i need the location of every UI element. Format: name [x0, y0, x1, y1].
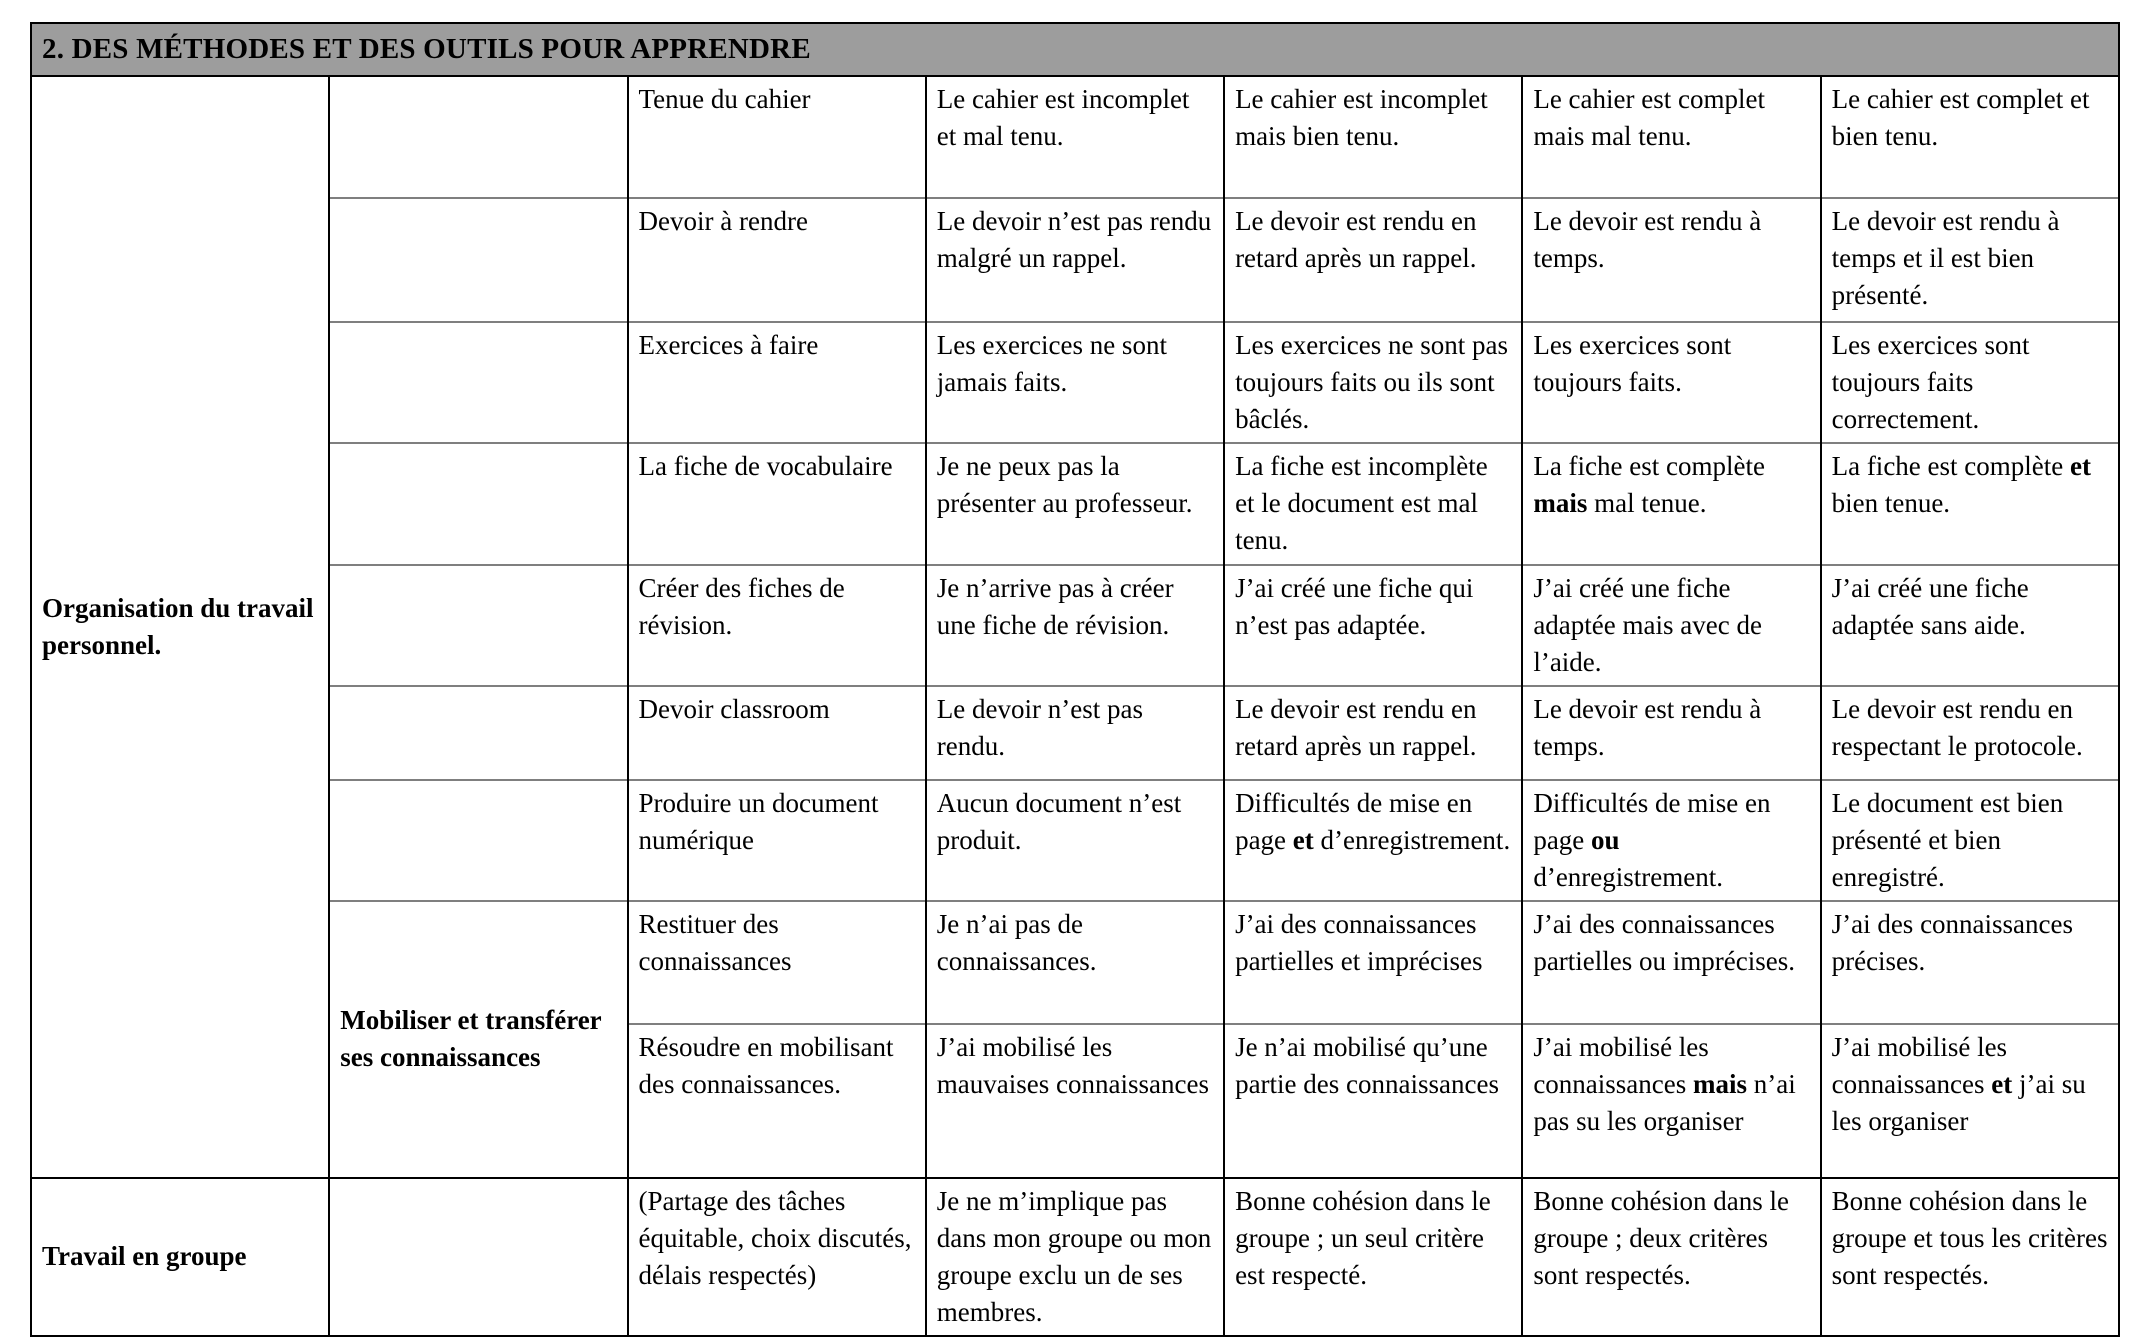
table-header-row	[31, 23, 2119, 76]
table-row	[31, 565, 2119, 686]
task-cell: Tenue du cahier	[628, 76, 926, 198]
bold-keyword: et	[1292, 824, 1314, 855]
table-row	[31, 443, 2119, 565]
task-cell: Restituer des connaissances	[628, 901, 926, 1024]
level-3-cell: J’ai des connaissances partielles ou imprécises.	[1522, 901, 1820, 1024]
subcategory-empty-cell	[329, 198, 627, 322]
level-4-cell: Le document est bien présenté et bien enregistré.	[1821, 780, 2119, 901]
rubric-table	[30, 22, 2120, 1337]
category-cell: Organisation du travail personnel.	[31, 76, 329, 1178]
level-3-cell: Le devoir est rendu à temps.	[1522, 198, 1820, 322]
subcategory-empty-cell	[329, 322, 627, 443]
subcategory-empty-cell	[329, 443, 627, 565]
bold-keyword: mais	[1693, 1068, 1748, 1099]
task-cell: Créer des fiches de révision.	[628, 565, 926, 686]
rubric-body	[31, 76, 2119, 1336]
subcategory-cell: Mobiliser et transférer ses connaissances	[329, 901, 627, 1178]
level-1-cell: Le cahier est incomplet et mal tenu.	[926, 76, 1224, 198]
table-row	[31, 780, 2119, 901]
level-4-cell: J’ai créé une fiche adaptée sans aide.	[1821, 565, 2119, 686]
level-1-cell: Aucun document n’est produit.	[926, 780, 1224, 901]
table-row	[31, 198, 2119, 322]
level-3-cell: Bonne cohésion dans le groupe ; deux critères sont respectés.	[1522, 1178, 1820, 1336]
level-4-cell: Le devoir est rendu en respectant le protocole.	[1821, 686, 2119, 780]
level-2-cell: Je n’ai mobilisé qu’une partie des connaissances	[1224, 1024, 1522, 1178]
table-row	[31, 686, 2119, 780]
table-title: 2. DES MÉTHODES ET DES OUTILS POUR APPRENDRE	[31, 23, 2119, 76]
level-1-cell: Je ne m’implique pas dans mon groupe ou mon groupe exclu un de ses membres.	[926, 1178, 1224, 1336]
task-cell: Devoir classroom	[628, 686, 926, 780]
level-1-cell: Je n’ai pas de connaissances.	[926, 901, 1224, 1024]
level-3-cell: Le cahier est complet mais mal tenu.	[1522, 76, 1820, 198]
level-3-cell: Difficultés de mise en page ou d’enregistrement.	[1522, 780, 1820, 901]
subcategory-empty-cell	[329, 686, 627, 780]
level-4-cell: La fiche est complète et bien tenue.	[1821, 443, 2119, 565]
level-2-cell: Bonne cohésion dans le groupe ; un seul critère est respecté.	[1224, 1178, 1522, 1336]
level-4-cell: Bonne cohésion dans le groupe et tous les critères sont respectés.	[1821, 1178, 2119, 1336]
bold-keyword: ou	[1591, 824, 1620, 855]
subcategory-empty-cell	[329, 76, 627, 198]
subcategory-empty-cell	[329, 565, 627, 686]
task-cell: Devoir à rendre	[628, 198, 926, 322]
task-cell: La fiche de vocabulaire	[628, 443, 926, 565]
level-3-cell: J’ai créé une fiche adaptée mais avec de l’aide.	[1522, 565, 1820, 686]
bold-keyword: et	[1991, 1068, 2013, 1099]
level-2-cell: La fiche est incomplète et le document est mal tenu.	[1224, 443, 1522, 565]
level-2-cell: Le devoir est rendu en retard après un rappel.	[1224, 686, 1522, 780]
table-row	[31, 901, 2119, 1024]
level-2-cell: J’ai créé une fiche qui n’est pas adaptée.	[1224, 565, 1522, 686]
level-4-cell: Le cahier est complet et bien tenu.	[1821, 76, 2119, 198]
level-2-cell: Le cahier est incomplet mais bien tenu.	[1224, 76, 1522, 198]
level-1-cell: Le devoir n’est pas rendu malgré un rappel.	[926, 198, 1224, 322]
table-row	[31, 322, 2119, 443]
bold-keyword: mais	[1533, 487, 1588, 518]
level-3-cell: Le devoir est rendu à temps.	[1522, 686, 1820, 780]
subcategory-empty-cell	[329, 1178, 627, 1336]
level-3-cell: J’ai mobilisé les connaissances mais n’ai pas su les organiser	[1522, 1024, 1820, 1178]
level-1-cell: Les exercices ne sont jamais faits.	[926, 322, 1224, 443]
subcategory-empty-cell	[329, 780, 627, 901]
level-4-cell: J’ai des connaissances précises.	[1821, 901, 2119, 1024]
level-1-cell: J’ai mobilisé les mauvaises connaissances	[926, 1024, 1224, 1178]
level-2-cell: Le devoir est rendu en retard après un rappel.	[1224, 198, 1522, 322]
table-row	[31, 76, 2119, 198]
task-cell: (Partage des tâches équitable, choix discutés, délais respectés)	[628, 1178, 926, 1336]
level-2-cell: J’ai des connaissances partielles et imprécises	[1224, 901, 1522, 1024]
level-4-cell: Le devoir est rendu à temps et il est bien présenté.	[1821, 198, 2119, 322]
table-row	[31, 1178, 2119, 1336]
task-cell: Résoudre en mobilisant des connaissances.	[628, 1024, 926, 1178]
level-1-cell: Le devoir n’est pas rendu.	[926, 686, 1224, 780]
level-4-cell: J’ai mobilisé les connaissances et j’ai su les organiser	[1821, 1024, 2119, 1178]
level-3-cell: La fiche est complète mais mal tenue.	[1522, 443, 1820, 565]
task-cell: Exercices à faire	[628, 322, 926, 443]
task-cell: Produire un document numérique	[628, 780, 926, 901]
bold-keyword: et	[2069, 450, 2091, 481]
category-cell: Travail en groupe	[31, 1178, 329, 1336]
level-1-cell: Je ne peux pas la présenter au professeur.	[926, 443, 1224, 565]
level-2-cell: Difficultés de mise en page et d’enregistrement.	[1224, 780, 1522, 901]
level-2-cell: Les exercices ne sont pas toujours faits ou ils sont bâclés.	[1224, 322, 1522, 443]
level-1-cell: Je n’arrive pas à créer une fiche de révision.	[926, 565, 1224, 686]
level-3-cell: Les exercices sont toujours faits.	[1522, 322, 1820, 443]
level-4-cell: Les exercices sont toujours faits correctement.	[1821, 322, 2119, 443]
